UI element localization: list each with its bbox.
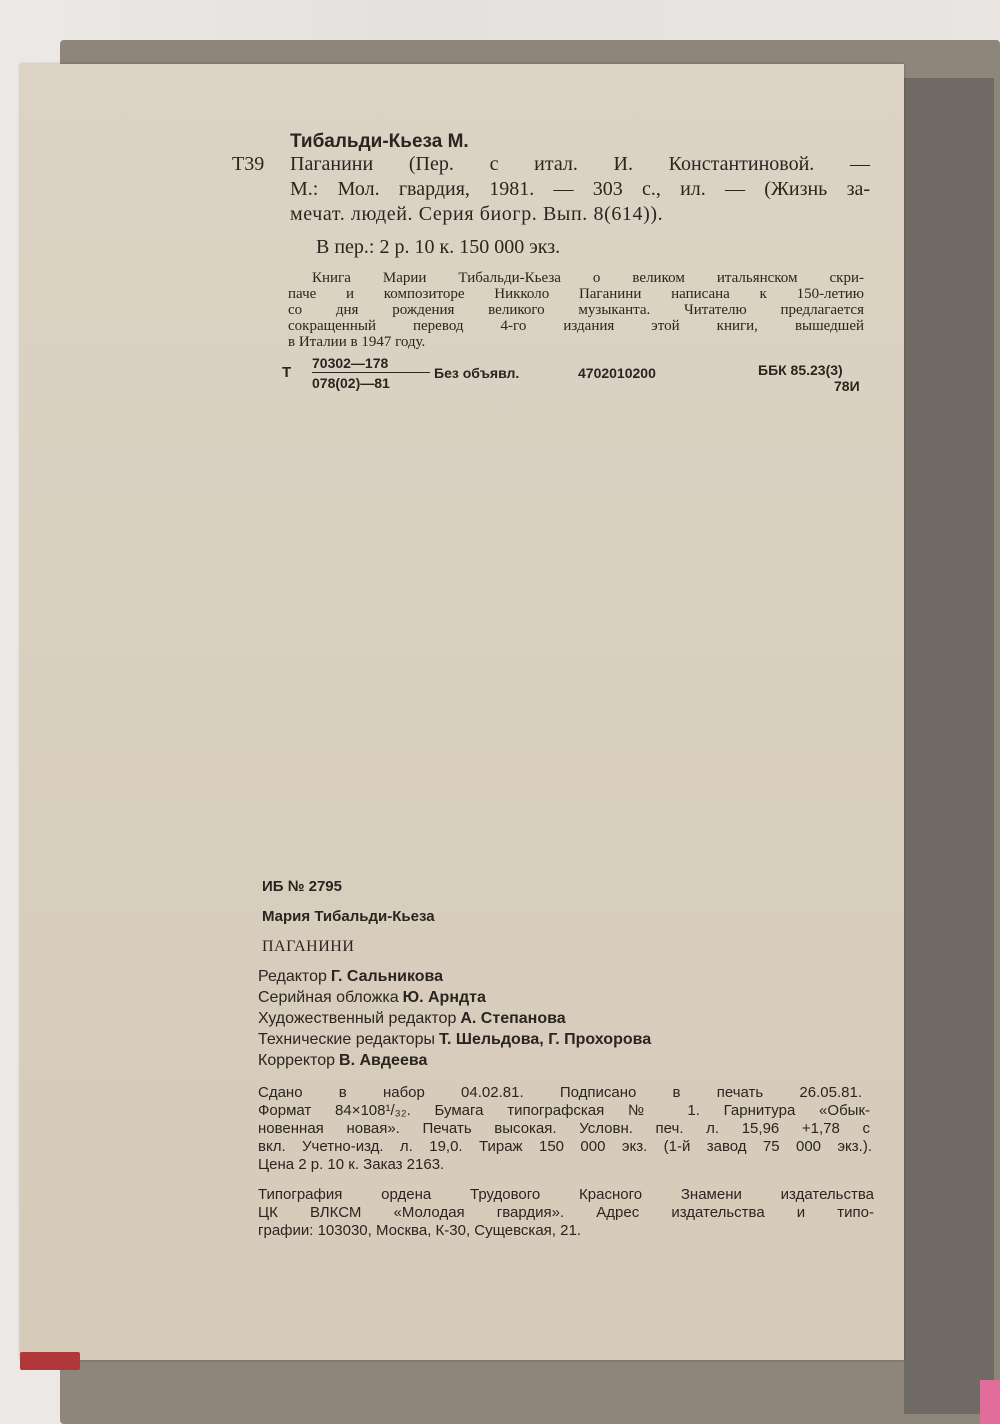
- cover-red-edge: [20, 1352, 80, 1370]
- bbk-code-secondary: 78И: [834, 378, 860, 394]
- annotation-line: Книга Марии Тибальди-Кьеза о великом итальянском скри-: [312, 270, 864, 286]
- index-numerator: 70302—178: [312, 355, 430, 373]
- biblio-line: М.: Мол. гвардия, 1981. — 303 с., ил. — (Жизнь за-: [290, 178, 870, 200]
- credits-block: [258, 968, 651, 1073]
- credit-role: Серийная обложка: [258, 989, 399, 1006]
- credit-line: [258, 1052, 651, 1073]
- print-info-line: новенная новая». Печать высокая. Условн. печ. л. 15,96 +1,78 с: [258, 1120, 870, 1137]
- print-info-line: вкл. Учетно-изд. л. 19,0. Тираж 150 000 экз. (1-й завод 75 000 экз.).: [258, 1138, 872, 1155]
- credit-line: [258, 1010, 651, 1031]
- print-info-line: Формат 84×108¹/₃₂. Бумага типографская № 1. Гарнитура «Обык-: [258, 1102, 870, 1119]
- credit-line: [258, 968, 651, 989]
- catalog-code: Т39: [232, 153, 265, 175]
- author-heading: Тибальди-Кьеза М.: [290, 131, 469, 152]
- credit-name: Г. Сальникова: [330, 968, 444, 985]
- pink-object: [980, 1380, 1000, 1424]
- typography-line: Типография ордена Трудового Красного Знамени издательства: [258, 1186, 874, 1203]
- credit-name: Ю. Арндта: [402, 989, 486, 1006]
- annotation-line: сокращенный перевод 4-го издания этой книги, вышедшей: [288, 318, 864, 334]
- price-line: В пер.: 2 р. 10 к. 150 000 экз.: [316, 236, 561, 258]
- print-info-line: Цена 2 р. 10 к. Заказ 2163.: [258, 1156, 445, 1173]
- typography-line: графии: 103030, Москва, К-30, Сущевская, 21.: [258, 1222, 581, 1239]
- typography-line: ЦК ВЛКСМ «Молодая гвардия». Адрес издательства и типо-: [258, 1204, 874, 1221]
- ib-number: ИБ № 2795: [262, 878, 342, 895]
- annotation-line: со дня рождения великого музыканта. Читателю предлагается: [288, 302, 864, 318]
- credit-role: Технические редакторы: [258, 1031, 436, 1048]
- credit-name: А. Степанова: [460, 1010, 566, 1027]
- index-letter: Т: [282, 364, 292, 381]
- credit-role: Редактор: [258, 968, 327, 985]
- book-title: ПАГАНИНИ: [262, 938, 355, 955]
- bbk-code: ББК 85.23(3): [758, 362, 843, 378]
- credit-name: Т. Шельдова, Г. Прохорова: [439, 1031, 652, 1048]
- facing-page-edge: [904, 78, 994, 1414]
- credit-role: Корректор: [258, 1052, 336, 1069]
- credit-name: В. Авдеева: [339, 1052, 428, 1069]
- credit-role: Художественный редактор: [258, 1010, 457, 1027]
- annotation-line: в Италии в 1947 году.: [288, 334, 426, 350]
- index-number: 4702010200: [578, 365, 656, 381]
- biblio-line: мечат. людей. Серия биогр. Вып. 8(614)).: [290, 203, 664, 225]
- credit-line: [258, 989, 651, 1010]
- index-denominator: 078(02)—81: [312, 375, 390, 391]
- print-info-line: Сдано в набор 04.02.81. Подписано в печать 26.05.81.: [258, 1084, 862, 1101]
- biblio-line: Паганини (Пер. с итал. И. Константиновой. —: [290, 153, 870, 175]
- index-note: Без объявл.: [434, 365, 520, 381]
- author-full-name: Мария Тибальди-Кьеза: [262, 908, 435, 925]
- annotation-line: паче и композиторе Никколо Паганини написана к 150-летию: [288, 286, 864, 302]
- credit-line: [258, 1031, 651, 1052]
